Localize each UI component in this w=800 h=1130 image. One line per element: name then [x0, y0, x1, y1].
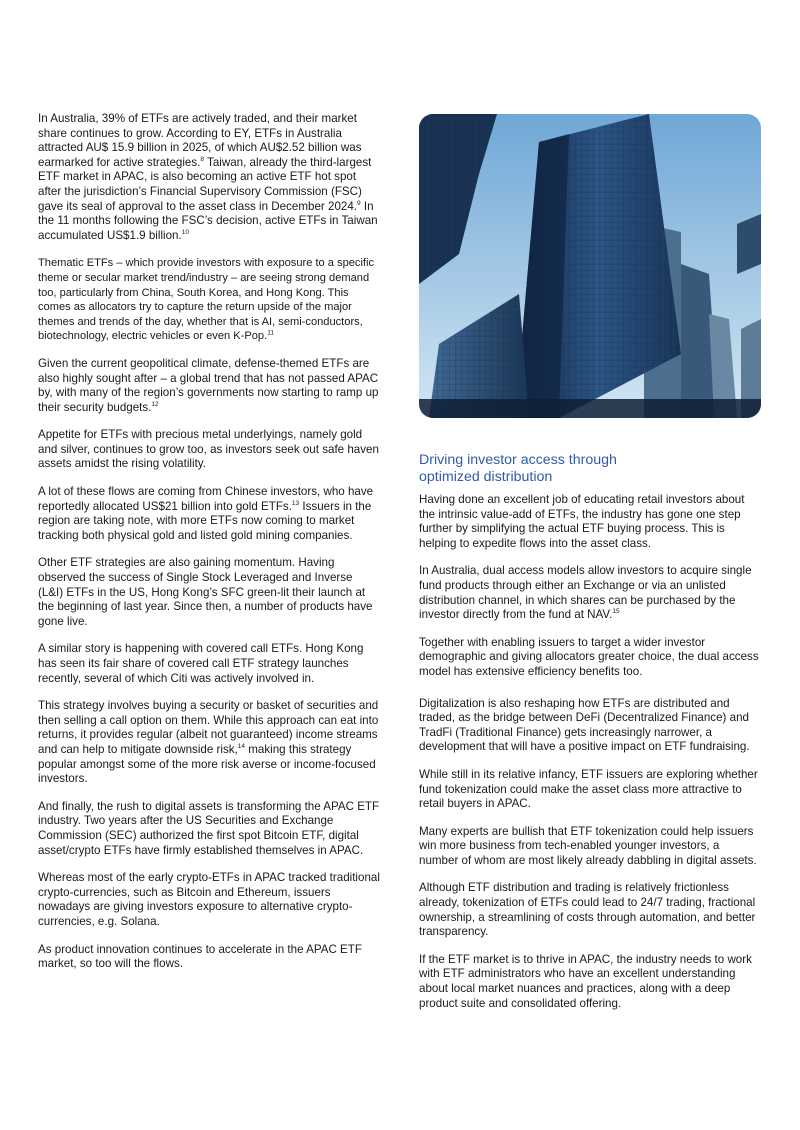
left-column	[38, 112, 380, 985]
paragraph: If the ETF market is to thrive in APAC, the industry needs to work with ETF administrators who have an excellent understanding about local market nuances and practices, along with a deep product suite and consolidated offering.	[419, 952, 752, 1010]
paragraph: Having done an excellent job of educating retail investors about the intrinsic value-add of ETFs, the industry has gone one step further by simplifying the actual ETF buying process. This is helping to expedite flows into the asset class.	[419, 493, 745, 550]
paragraph: Together with enabling issuers to target a wider investor demographic and giving allocators greater choice, the dual access model has extensive efficiency benefits too.	[419, 635, 759, 678]
paragraph: This strategy involves buying a security or basket of securities and then selling a call option on them. While this approach can eat into returns, it provides regular (albeit not guaranteed) income streams and can help to mitigate downside risk,$^{14}$ making this strategy popular amongst some of the more risk averse or income-focused investors.	[38, 699, 379, 786]
paragraph: A lot of these flows are coming from Chinese investors, who have reportedly allocated US$21 billion into gold ETFs.$^{13}$ Issuers in the region are taking note, with more ETFs now coming to market tracking both physical gold and listed gold mining companies.	[38, 485, 374, 542]
paragraph: Although ETF distribution and trading is relatively frictionless already, tokenization of ETFs could lead to 24/7 trading, fractional ownership, a streamlining of costs through automation, and better transparency.	[419, 881, 756, 939]
paragraph: As product innovation continues to accelerate in the APAC ETF market, so too will the flows.	[38, 942, 362, 971]
skyscraper-illustration	[419, 114, 761, 418]
paragraph: While still in its relative infancy, ETF issuers are exploring whether fund tokenization could make the asset class more attractive to retail buyers in APAC.	[419, 767, 758, 811]
paragraph: Many experts are bullish that ETF tokenization could help issuers win more business from tech-enabled younger investors, a number of whom are most likely already dabbling in digital assets.	[419, 824, 757, 867]
skyscraper-photo	[419, 114, 761, 418]
paragraph: Whereas most of the early crypto-ETFs in APAC tracked traditional crypto-currencies, such as Bitcoin and Ethereum, issuers nowadays are giving investors exposure to alternative crypto-currencies, e.g. Solana.	[38, 871, 380, 928]
paragraph: Digitalization is also reshaping how ETFs are distributed and traded, as the bridge between DeFi (Decentralized Finance) and TradFi (Traditional Finance) gets increasingly narrower, a development that will have a positive impact on ETF fundraising.	[419, 696, 750, 754]
paragraph: And finally, the rush to digital assets is transforming the APAC ETF industry. Two years after the US Securities and Exchange Commission (SEC) authorized the first spot Bitcoin ETF, digital asset/crypto ETFs have firmly established themselves in APAC.	[38, 799, 380, 857]
right-column	[419, 452, 761, 1024]
paragraph: Other ETF strategies are also gaining momentum. Having observed the success of Single Stock Leveraged and Inverse (L&I) ETFs in the US, Hong Kong’s SFC green-lit their launch at the beginning of last year. Since then, a number of products have gone live.	[38, 556, 373, 628]
paragraph: In Australia, 39% of ETFs are actively traded, and their market share continues to grow. According to EY, ETFs in Australia attracted AU$ 15.9 billion in 2025, of which AU$2.52 billion was earmarked for active strategies.$^8$ Taiwan, already the third-largest ETF market in APAC, is also becoming an active ETF hot spot after the jurisdiction’s Financial Supervisory Commission (FSC) gave its seal of approval to the asset class in December 2024.$^9$ In the 11 months following the FSC’s decision, active ETFs in Taiwan accumulated US$1.9 billion.$^{10}$	[38, 112, 378, 242]
paragraph: In Australia, dual access models allow investors to acquire single fund products through either an Exchange or via an unlisted distribution channel, in which shares can be purchased by the investor directly from the fund at NAV.$^{15}$	[419, 564, 752, 622]
paragraph: Given the current geopolitical climate, defense-themed ETFs are also highly sought after – a global trend that has not passed APAC by, with many of the region’s governments now starting to ramp up their security budgets.$^{12}$	[38, 356, 379, 414]
paragraph: Thematic ETFs – which provide investors with exposure to a specific theme or secular market trend/industry – are seeing strong demand too, particularly from China, South Korea, and Hong Kong. This comes as allocators try to capture the return upside of the major themes and trends of the day, whether that is AI, semi-conductors, biotechnology, electric vehicles or even K-Pop.$^{11}$	[38, 257, 375, 343]
section-heading: Driving investor access through optimized distribution	[419, 452, 617, 485]
paragraph: Appetite for ETFs with precious metal underlyings, namely gold and silver, continues to grow too, as investors seek out safe haven assets amidst the rising volatility.	[38, 428, 379, 471]
paragraph: A similar story is happening with covered call ETFs. Hong Kong has seen its fair share of covered call ETF strategy launches recently, several of which Citi was actively involved in.	[38, 642, 364, 685]
